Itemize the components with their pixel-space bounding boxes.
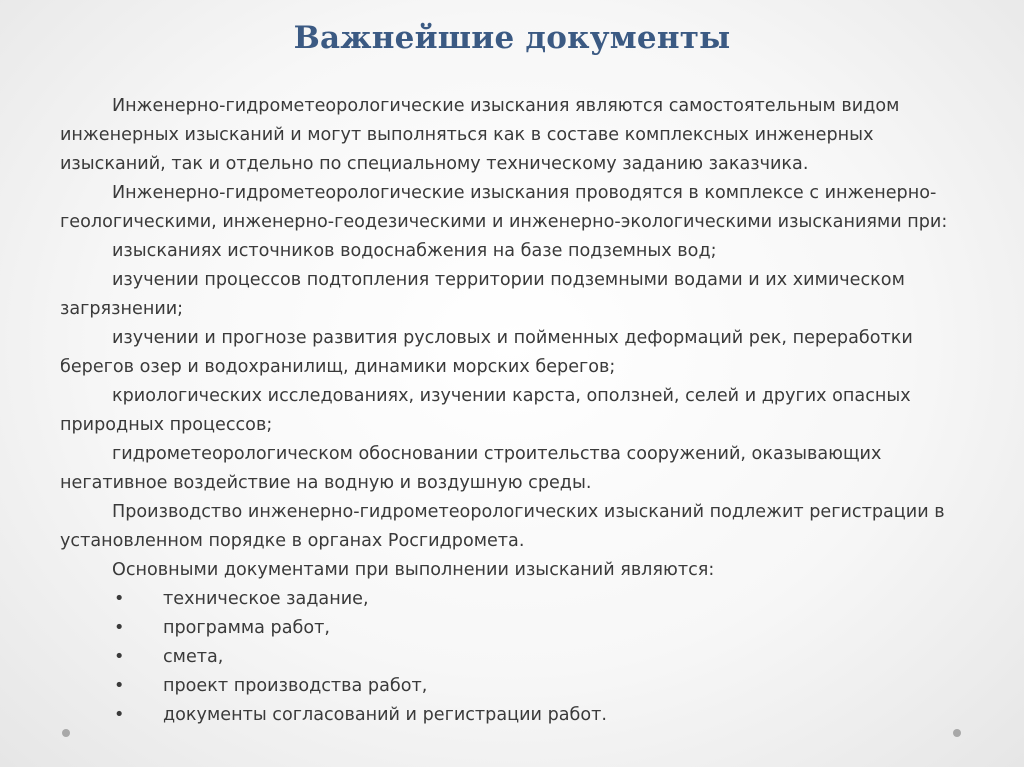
list-item-text: смета, <box>163 647 224 667</box>
list-item-text: документы согласований и регистрации работ. <box>163 705 607 725</box>
paragraph: изучении и прогнозе развития русловых и пойменных деформаций рек, переработки берегов озер и водохранилищ, динамики морских берегов; <box>60 328 913 377</box>
documents-list <box>60 585 970 730</box>
paragraph: изучении процессов подтопления территории подземными водами и их химическом загрязнении; <box>60 270 905 319</box>
decorative-dot-icon <box>62 729 70 737</box>
paragraph: Инженерно-гидрометеорологические изыскания проводятся в комплексе с инженерно-геологическими, инженерно-геодезическими и инженерно-экологическими изысканиями при: <box>60 183 948 232</box>
list-item <box>60 614 970 643</box>
bullet-icon: • <box>114 705 125 725</box>
list-item-text: техническое задание, <box>163 589 369 609</box>
list-item <box>60 701 970 730</box>
bullet-icon: • <box>114 676 125 696</box>
decorative-dot-icon <box>953 729 961 737</box>
paragraph: Инженерно-гидрометеорологические изыскания являются самостоятельным видом инженерных изысканий и могут выполняться как в составе комплексных инженерных изысканий, так и отдельно по специальному техническому заданию заказчика. <box>60 96 900 174</box>
bullet-icon: • <box>114 618 125 638</box>
paragraph: Основными документами при выполнении изысканий являются: <box>112 560 715 580</box>
paragraph: изысканиях источников водоснабжения на базе подземных вод; <box>112 241 717 261</box>
list-item-text: проект производства работ, <box>163 676 428 696</box>
paragraph: Производство инженерно-гидрометеорологических изысканий подлежит регистрации в установленном порядке в органах Росгидромета. <box>60 502 945 551</box>
list-item-text: программа работ, <box>163 618 330 638</box>
slide-body <box>60 92 970 730</box>
paragraph: криологических исследованиях, изучении карста, оползней, селей и других опасных природных процессов; <box>60 386 911 435</box>
list-item <box>60 643 970 672</box>
list-item <box>60 585 970 614</box>
bullet-icon: • <box>114 589 125 609</box>
page-title: Важнейшие документы <box>293 20 731 56</box>
list-item <box>60 672 970 701</box>
bullet-icon: • <box>114 647 125 667</box>
paragraph: гидрометеорологическом обосновании строительства сооружений, оказывающих негативное воздействие на водную и воздушную среды. <box>60 444 882 493</box>
